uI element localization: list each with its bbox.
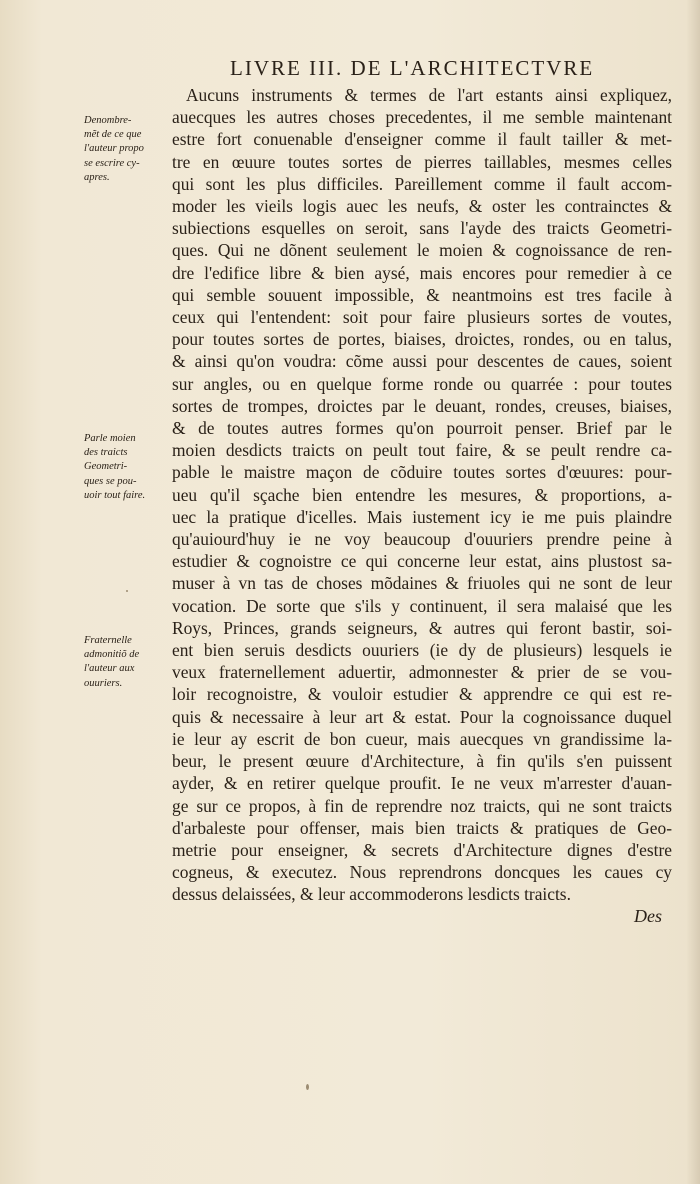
body-text	[172, 84, 672, 906]
body-line: metrie pour enseigner, & secrets d'Architecture dignes d'estre	[172, 839, 672, 860]
body-line: cogneus, & executez. Nous reprendrons doncques les caues cy	[172, 862, 672, 883]
body-line: veux fraternellement aduertir, admonnester & prier de se vou-	[172, 662, 672, 683]
paper-speck	[126, 590, 128, 592]
body-line: estre fort conuenable d'enseigner comme il fault tailler & met-	[172, 129, 672, 150]
body-line: muser à vn tas de choses mõdaines & friuoles qui ne sont de leur	[172, 573, 672, 594]
body-line: qui semble souuent impossible, & neantmoins est tres facile à	[172, 284, 672, 305]
body-line: tre en œuure toutes sortes de pierres taillables, mesmes celles	[172, 151, 672, 172]
body-line: moien desdicts traicts on peult tout faire, & se peult rendre ca-	[172, 440, 672, 461]
body-line: loir recognoistre, & vouloir estudier & apprendre ce qui est re-	[172, 684, 672, 705]
body-line: moder les vieils logis auec les neufs, & oster les contrainctes &	[172, 196, 672, 217]
margin-note-line: Denombre-	[84, 115, 132, 126]
body-line: & ainsi qu'on voudra: cõme aussi pour descentes de caues, soient	[172, 351, 672, 372]
margin-note-line: des traicts	[84, 447, 128, 459]
body-line: sur angles, ou en quelque forme ronde ou quarrée : pour toutes	[172, 373, 672, 394]
margin-note-line: mẽt de ce que	[84, 129, 142, 141]
body-line: Roys, Princes, grands seigneurs, & autres qui feront bastir, soi-	[172, 617, 672, 638]
body-line: dessus delaissées, & leur accommoderons lesdicts traicts.	[172, 884, 571, 905]
margin-note-line: Parle moien	[84, 433, 136, 444]
body-line: auecques les autres choses precedentes, il me semble maintenant	[172, 107, 672, 128]
catchword: Des	[634, 906, 662, 926]
body-line: vocation. De sorte que s'ils y continuent, il sera malaisé que les	[172, 595, 672, 616]
body-line: ent bien seruis desdicts ouuriers (ie dy de plusieurs) lesquels ie	[172, 640, 672, 661]
margin-note-line: l'auteur aux	[84, 663, 135, 675]
margin-note-line: apres.	[84, 171, 110, 183]
running-head: LIVRE III. DE L'ARCHITECTVRE	[230, 56, 595, 80]
margin-note-line: Fraternelle	[84, 635, 132, 646]
body-line: d'arbaleste pour offenser, mais bien traicts & pratiques de Geo-	[172, 817, 672, 838]
body-line: ques. Qui ne dõnent seulement le moien & cognoissance de ren-	[172, 240, 672, 261]
body-line: dre l'edifice libre & bien aysé, mais encores pour remedier à ce	[172, 262, 672, 283]
body-line: sortes de trompes, droictes par le deuant, rondes, creuses, biaises,	[172, 395, 672, 416]
margin-note-admonition	[84, 634, 170, 691]
margin-note-line: uoir tout faire.	[84, 489, 146, 501]
page-edge-shadow	[686, 0, 700, 1184]
body-line: ayder, & en retirer quelque proufit. Ie ne veux m'arrester d'auan-	[172, 773, 672, 794]
body-line: qu'auiourd'huy ie ne voy beaucoup d'ouuriers prendre peine à	[172, 529, 672, 550]
margin-note-line: ques se pou-	[84, 475, 137, 487]
body-line: uec la pratique d'icelles. Mais iustement icy ie me puis plaindre	[172, 506, 672, 527]
body-line: ge sur ce propos, à fin de reprendre noz traicts, qui ne sont traicts	[172, 795, 672, 816]
body-line: & de toutes autres formes qu'on pourroit penser. Brief par le	[172, 418, 672, 439]
body-line: quis & necessaire à leur art & estat. Pour la cognoissance duquel	[172, 706, 672, 727]
margin-note-line: se escrire cy-	[84, 157, 140, 169]
margin-note-denombrement	[84, 114, 170, 185]
margin-note-line: ouuriers.	[84, 677, 123, 689]
body-line: ie leur ay escrit de bon cueur, mais auecques vn grandissime la-	[172, 728, 672, 749]
body-line: pable le maistre maçon de cõduire toutes sortes d'œuures: pour-	[172, 462, 672, 483]
body-line: Aucuns instruments & termes de l'art estants ainsi expliquez,	[186, 85, 672, 105]
paper-speck	[306, 1084, 309, 1090]
margin-note-line: Geometri-	[84, 461, 128, 473]
margin-note-line: l'auteur propo	[84, 143, 144, 155]
body-line: ueu qu'il sçache bien entendre les mesures, & proportions, a-	[172, 484, 672, 505]
margin-note-line: admonitiõ de	[84, 649, 140, 661]
body-line: pour toutes sortes de portes, biaises, droictes, rondes, ou en talus,	[172, 329, 672, 350]
body-line: qui sont les plus difficiles. Pareillement comme il fault accom-	[172, 173, 672, 194]
body-line: ceux qui l'entendent: soit pour faire plusieurs sortes de voutes,	[172, 307, 672, 328]
body-line: subiections esquelles on seroit, sans l'ayde des traicts Geometri-	[172, 218, 672, 239]
body-line: beur, le present œuure d'Architecture, à fin qu'ils s'en puissent	[172, 751, 672, 772]
body-line: estudier & cognoistre ce qui concerne leur estat, ains plustost sa-	[172, 551, 672, 572]
margin-note-traicts-geometriques	[84, 432, 170, 503]
